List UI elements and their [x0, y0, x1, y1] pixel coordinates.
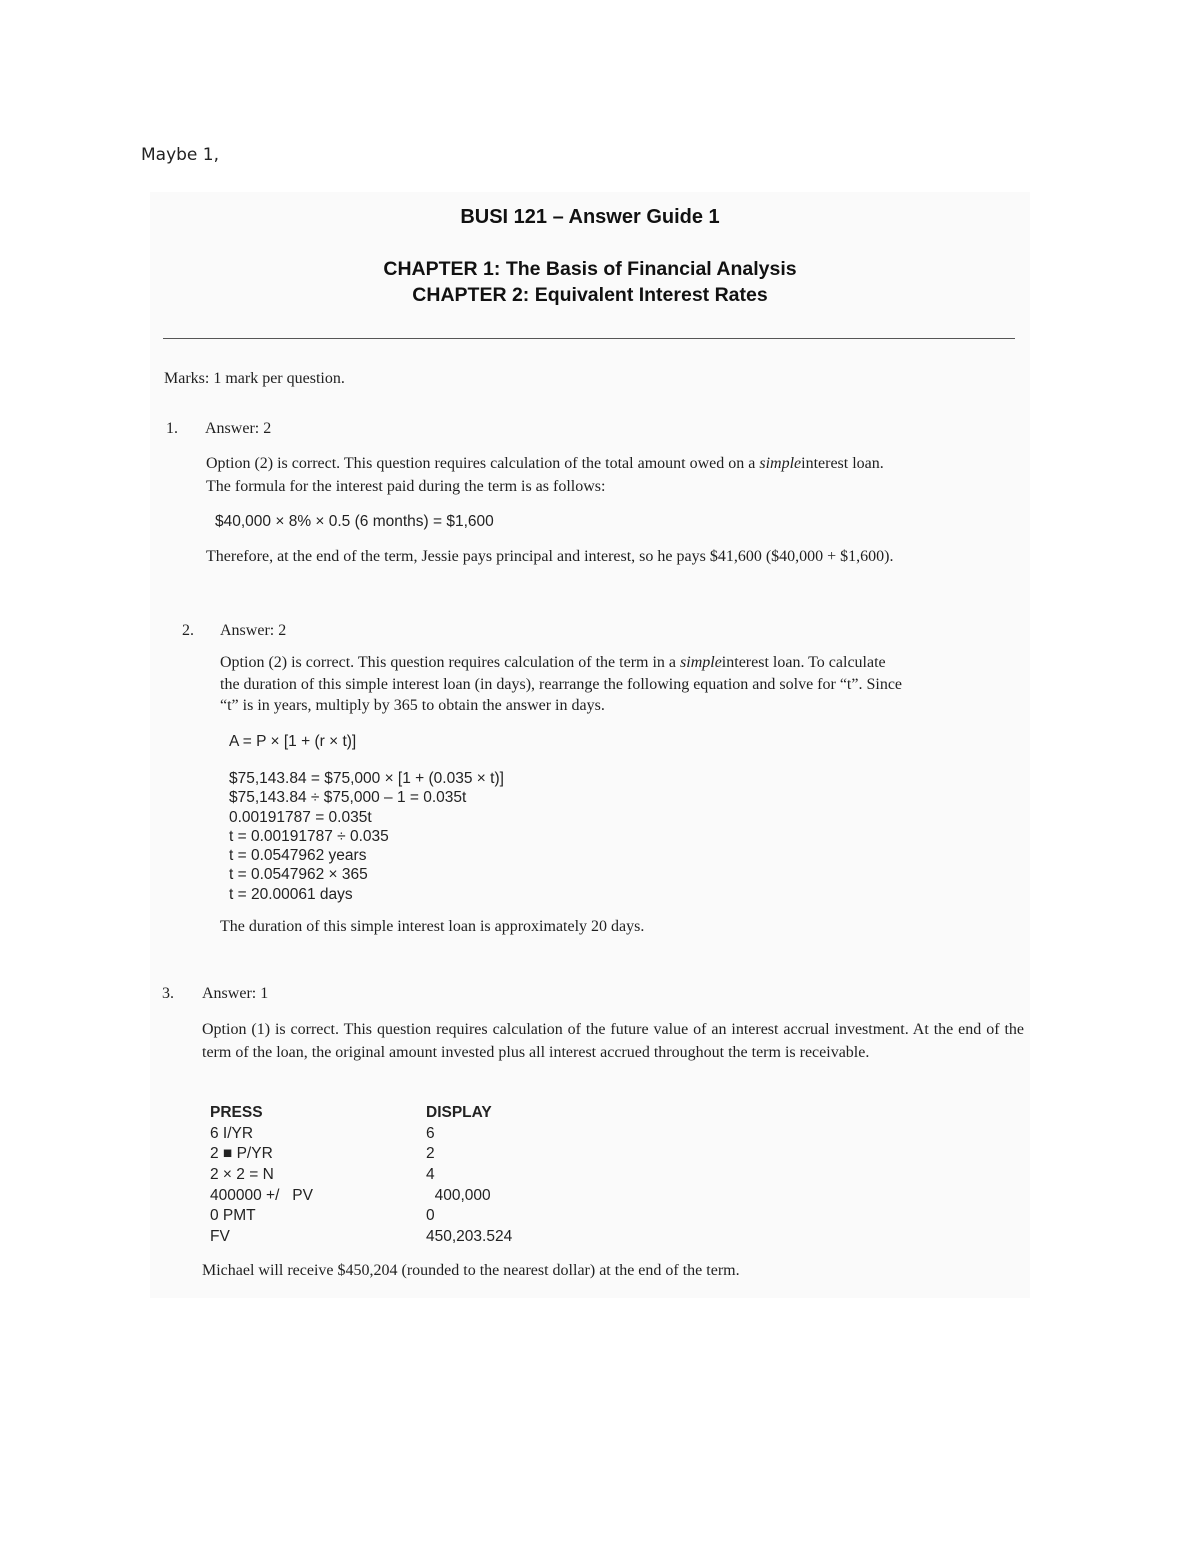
table-row	[210, 1227, 610, 1248]
q2-text-emphasis: simple	[680, 654, 722, 671]
q1-text-a: Option (2) is correct. This question requires calculation of the total amount owed on a	[206, 455, 760, 472]
chapter-2-heading: CHAPTER 2: Equivalent Interest Rates	[412, 284, 768, 306]
table-row	[210, 1206, 610, 1227]
q2-step: $75,143.84 = $75,000 × [1 + (0.035 × t)]	[229, 770, 504, 787]
q3-explanation: Option (1) is correct. This question requires calculation of the future value of an interest accrual investment. At the end of the term of the loan, the original amount invested plus all interest accrued throughout the term is receivable.	[202, 1021, 1024, 1061]
q2-step: $75,143.84 ÷ $75,000 – 1 = 0.035t	[229, 789, 467, 807]
q2-text-c: the duration of this simple interest loan (in days), rearrange the following equation and solve for “t”. Since	[220, 675, 903, 693]
q3-conclusion: Michael will receive $450,204 (rounded to the nearest dollar) at the end of the term.	[202, 1262, 740, 1279]
q3-answer: Answer: 1	[202, 985, 269, 1002]
q2-steps	[229, 769, 504, 904]
q1-conclusion: Therefore, at the end of the term, Jessie pays principal and interest, so he pays $41,600 ($40,000 + $1,600).	[206, 548, 894, 565]
table-row	[210, 1124, 610, 1145]
table-header-row	[210, 1103, 610, 1124]
q2-number: 2.	[182, 622, 194, 639]
q1-text-b: interest loan.	[801, 455, 884, 472]
display-cell: 2	[426, 1145, 435, 1163]
q1-formula: $40,000 × 8% × 0.5 (6 months) = $1,600	[215, 513, 494, 530]
q1-answer: Answer: 2	[205, 420, 272, 437]
display-cell: 4	[426, 1166, 435, 1184]
q2-step: 0.00191787 = 0.035t	[229, 808, 372, 826]
press-cell: 0 PMT	[210, 1207, 256, 1225]
q2-text-b: interest loan. To calculate	[721, 654, 886, 671]
press-cell: FV	[210, 1228, 230, 1246]
q1-text-c: The formula for the interest paid during the term is as follows:	[206, 478, 606, 495]
q3-number: 3.	[162, 985, 174, 1002]
display-header: DISPLAY	[426, 1104, 492, 1121]
press-cell: 400000 +/ PV	[210, 1186, 313, 1204]
q2-text-d: “t” is in years, multiply by 365 to obtain the answer in days.	[220, 697, 605, 714]
marks-note: Marks: 1 mark per question.	[164, 370, 345, 387]
q2-explanation	[220, 652, 1010, 717]
press-cell: 2 ■ P/YR	[210, 1145, 273, 1163]
q1-explanation	[206, 452, 1026, 498]
press-cell: 2 × 2 = N	[210, 1166, 274, 1184]
chapter-1-heading: CHAPTER 1: The Basis of Financial Analysis	[383, 258, 797, 280]
handwritten-note: Maybe 1,	[141, 145, 220, 165]
display-cell: 450,203.524	[426, 1228, 513, 1246]
q2-formula: A = P × [1 + (r × t)]	[229, 733, 357, 750]
table-row	[210, 1144, 610, 1165]
q2-text-a: Option (2) is correct. This question requires calculation of the term in a	[220, 654, 681, 671]
calculator-keystroke-table	[210, 1103, 610, 1248]
document-title: BUSI 121 – Answer Guide 1	[460, 206, 720, 228]
q2-step: t = 0.0547962 × 365	[229, 866, 368, 884]
display-cell: 400,000	[426, 1186, 491, 1204]
q2-step: t = 0.0547962 years	[229, 847, 367, 865]
table-row	[210, 1165, 610, 1186]
press-cell: 6 I/YR	[210, 1124, 254, 1142]
press-header: PRESS	[210, 1104, 263, 1121]
display-cell: 6	[426, 1124, 435, 1142]
header-divider	[163, 338, 1015, 339]
q2-step: t = 0.00191787 ÷ 0.035	[229, 827, 389, 845]
q2-answer: Answer: 2	[220, 622, 287, 639]
display-cell: 0	[426, 1207, 435, 1225]
q2-step: t = 20.00061 days	[229, 885, 353, 903]
table-row	[210, 1186, 610, 1207]
q1-number: 1.	[166, 420, 178, 437]
q1-text-emphasis: simple	[759, 455, 802, 472]
q2-conclusion: The duration of this simple interest loan is approximately 20 days.	[220, 918, 645, 935]
